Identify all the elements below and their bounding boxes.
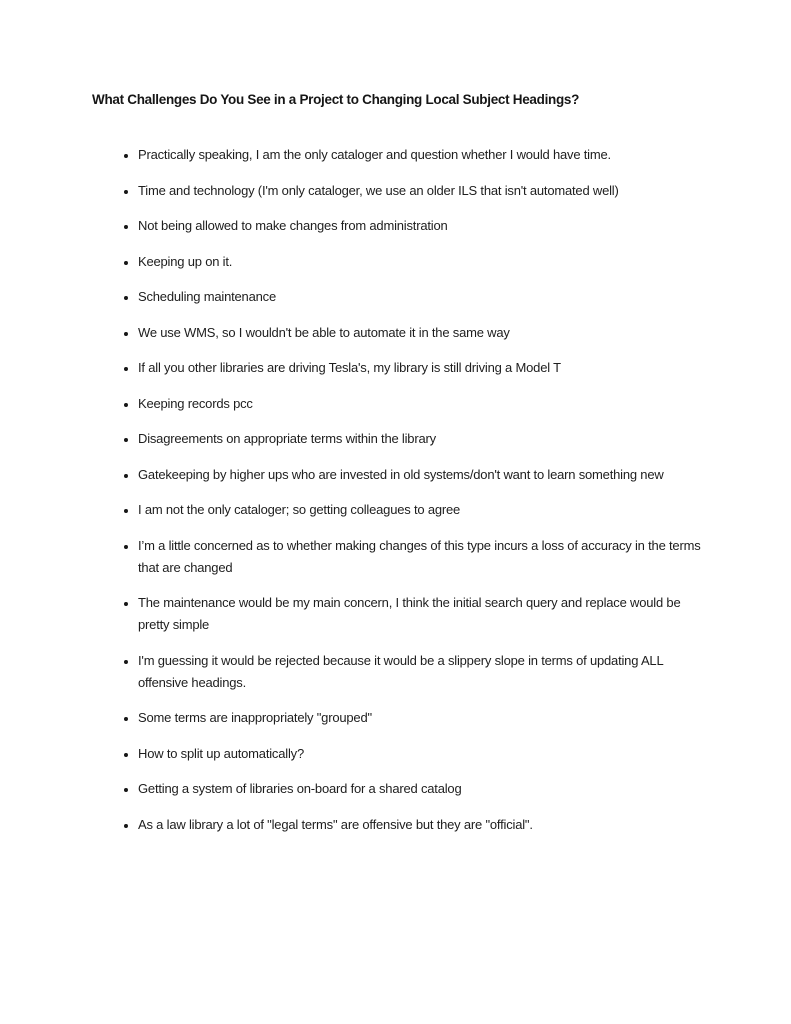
challenges-list (92, 144, 701, 836)
list-item: • Some terms are inappropriately "grouped" (138, 707, 701, 729)
list-item: • Practically speaking, I am the only cataloger and question whether I would have time. (138, 144, 701, 166)
list-item: • Keeping up on it. (138, 251, 701, 273)
list-item: • Time and technology (I'm only cataloger, we use an older ILS that isn't automated well) (138, 180, 701, 202)
page-title: What Challenges Do You See in a Project to Changing Local Subject Headings? (92, 92, 580, 107)
list-item: • I’m a little concerned as to whether making changes of this type incurs a loss of accuracy in the terms that are changed (138, 535, 701, 579)
list-item: • Disagreements on appropriate terms within the library (138, 428, 701, 450)
list-item: • Keeping records pcc (138, 393, 701, 415)
list-item: • Gatekeeping by higher ups who are invested in old systems/don't want to learn something new (138, 464, 701, 486)
list-item: • The maintenance would be my main concern, I think the initial search query and replace would be pretty simple (138, 592, 701, 636)
list-item: • Getting a system of libraries on-board for a shared catalog (138, 778, 701, 800)
list-item: • We use WMS, so I wouldn't be able to automate it in the same way (138, 322, 701, 344)
list-item: • If all you other libraries are driving Tesla's, my library is still driving a Model T (138, 357, 701, 379)
list-item: • Not being allowed to make changes from administration (138, 215, 701, 237)
list-item: • Scheduling maintenance (138, 286, 701, 308)
list-item: • As a law library a lot of "legal terms" are offensive but they are "official". (138, 814, 701, 836)
list-item: • I am not the only cataloger; so getting colleagues to agree (138, 499, 701, 521)
list-item: • I'm guessing it would be rejected because it would be a slippery slope in terms of updating ALL offensive headings. (138, 650, 701, 694)
list-item: • How to split up automatically? (138, 743, 701, 765)
